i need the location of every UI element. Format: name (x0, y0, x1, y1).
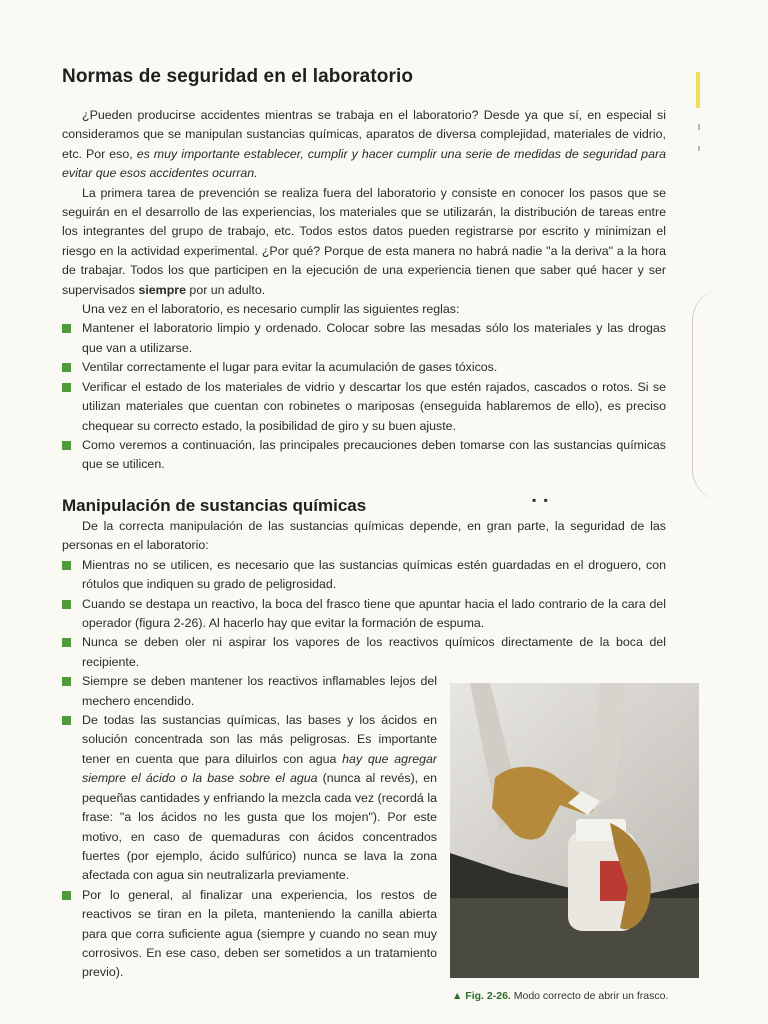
margin-curve (692, 290, 723, 500)
intro-emphasis: es muy importante establecer, cumplir y hacer cumplir una serie de medidas de seguridad para evitar que esos accidentes ocurran. (62, 146, 666, 181)
page-title: Normas de seguridad en el laboratorio (62, 66, 414, 87)
intro-section (62, 106, 666, 475)
page-edge-tab (696, 72, 700, 108)
list-item: Nunca se deben oler ni aspirar los vapores de los reactivos químicos directamente de la boca del recipiente. (62, 633, 666, 672)
list-item: Cuando se destapa un reactivo, la boca del frasco tiene que apuntar hacia el lado contrario de la cara del operador (figura 2-26). Al hacerlo hay que evitar la formación de espuma. (62, 595, 666, 634)
intro-text: ¿Pueden producirse accidentes mientras se trabaja en el laboratorio? Desde ya que sí, en especial si consideramos que se manipulan sustancias químicas, aparatos de diversa complejidad, materiales de vidrio, etc. Por eso, (62, 108, 666, 161)
figure-photo (450, 683, 699, 978)
list-item: Mantener el laboratorio limpio y ordenado. Colocar sobre las mesadas sólo los materiales y las drogas que van a utilizarse. (62, 319, 666, 358)
bottle-opening-illustration (450, 683, 699, 978)
list-item: Mientras no se utilicen, es necesario que las sustancias químicas estén guardadas en el droguero, con rótulos que indiquen su grado de peligrosidad. (62, 556, 666, 595)
section-title: Manipulación de sustancias químicas (62, 496, 367, 515)
section-intro: De la correcta manipulación de las sustancias químicas depende, en gran parte, la seguridad de las personas en el laboratorio: (62, 519, 666, 553)
edge-mark (698, 146, 700, 151)
intro-bold: siempre (138, 282, 186, 297)
item-text: (nunca al revés), en pequeñas cantidades y enfriando la mezcla cada vez (recordá la frase: "a los ácidos no les gusta que los mojen"). Por este motivo, en caso de quemaduras con ácidos concentrados fuertes (por ejemplo, ácido sulfúrico) nunca se lava la zona afectada con agua sin neutralizarla previamente. (82, 771, 438, 883)
handling-list (62, 556, 666, 672)
list-item (62, 711, 437, 886)
intro-paragraph-2 (62, 184, 666, 300)
list-item: Por lo general, al finalizar una experiencia, los restos de reactivos se tiran en la pileta, manteniendo la canilla abierta para que corra suficiente agua (siempre y cuando no sean muy corrosivos. En ese caso, deben ser sometidos a un tratamiento previo). (62, 886, 437, 983)
list-item: Siempre se deben mantener los reactivos inflamables lejos del mechero encendido. (62, 672, 437, 711)
item-emphasis: hay que agregar siempre el ácido o la base sobre el agua (82, 751, 437, 786)
print-marks: ▪ ▪ (532, 493, 550, 507)
rules-list (62, 319, 666, 474)
figure-caption (452, 990, 668, 1002)
edge-mark (698, 124, 700, 130)
intro-paragraph-1 (62, 106, 666, 184)
intro-text: por un adulto. (185, 282, 266, 297)
figure-caption-text: Modo correcto de abrir un frasco. (510, 990, 669, 1002)
list-item: Como veremos a continuación, las principales precauciones deben tomarse con las sustancias químicas que se utilicen. (62, 436, 666, 475)
intro-paragraph-3: Una vez en el laboratorio, es necesario cumplir las siguientes reglas: (82, 302, 460, 317)
list-item: Ventilar correctamente el lugar para evitar la acumulación de gases tóxicos. (62, 358, 666, 377)
intro-text: La primera tarea de prevención se realiza fuera del laboratorio y consiste en conocer los pasos que se seguirán en el desarrollo de las experiencias, los materiales que se utilizarán, la distribución de tareas entre los integrantes del grupo de trabajo, etc. Todos estos datos pueden registrarse por escrito y minimizan el riesgo en la actividad experimental. ¿Por qué? Porque de esta manera no habrá nadie "a la deriva" a la hora de trabajar. Todos los que participen en la ejecución de una experiencia tienen que saber qué hacer y ser supervisados (62, 185, 666, 297)
item-text: De todas las sustancias químicas, las bases y los ácidos en solución concentrada son las más peligrosas. Es importante tener en cuenta que para diluirlos con agua (82, 713, 437, 766)
list-item: Verificar el estado de los materiales de vidrio y descartar los que estén rajados, cascados o rotos. Si se utilizan materiales que cuentan con robinetes o mariposas (enseguida hablaremos de ello), es preciso chequear su correcto estado, la posibilidad de giro y su buen ajuste. (62, 378, 666, 436)
figure-label: ▲ Fig. 2-26. (452, 990, 511, 1002)
